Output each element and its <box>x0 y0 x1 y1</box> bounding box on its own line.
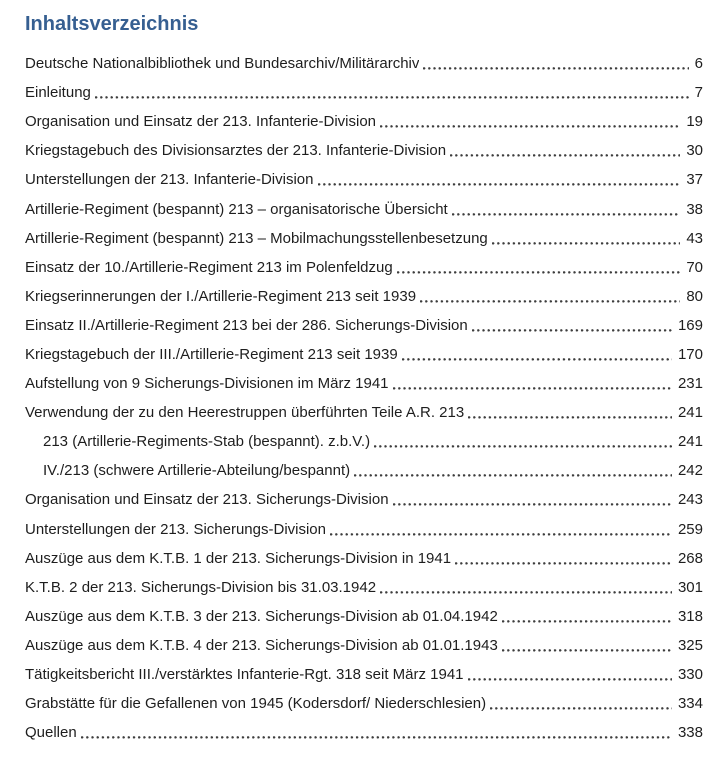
toc-entry-page: 242 <box>677 462 703 480</box>
dot-leader <box>380 125 680 128</box>
dot-leader <box>452 213 681 216</box>
toc-entry-page: 43 <box>686 229 703 247</box>
toc-entry-label: Auszüge aus dem K.T.B. 3 der 213. Sicherungs-Division ab 01.04.1942 <box>25 607 498 625</box>
toc-entry-page: 334 <box>677 695 703 713</box>
toc-entry-label: IV./213 (schwere Artillerie-Abteilung/bespannt) <box>43 462 351 480</box>
toc-entry[interactable] <box>25 398 703 427</box>
toc-entry-page: 19 <box>686 113 703 131</box>
toc-entry-page: 301 <box>677 578 703 596</box>
toc-entry-label: 213 (Artillerie-Regiments-Stab (bespannt). z.b.V.) <box>43 433 371 451</box>
toc-entry[interactable] <box>25 136 703 165</box>
toc-entry[interactable] <box>25 456 703 485</box>
toc-entry-label: Auszüge aus dem K.T.B. 4 der 213. Sicherungs-Division ab 01.01.1943 <box>25 636 498 654</box>
toc-entry[interactable] <box>25 78 703 107</box>
dot-leader <box>472 329 672 332</box>
toc-entry[interactable] <box>25 544 703 573</box>
toc-entry[interactable] <box>25 427 703 456</box>
toc-entry-page: 30 <box>686 142 703 160</box>
dot-leader <box>468 678 672 681</box>
toc-entry-label: Aufstellung von 9 Sicherungs-Divisionen im März 1941 <box>25 375 389 393</box>
toc-entry-label: Tätigkeitsbericht III./verstärktes Infanterie-Rgt. 318 seit März 1941 <box>25 666 464 684</box>
toc-entry-page: 170 <box>677 345 703 363</box>
toc-entry[interactable] <box>25 49 703 78</box>
dot-leader <box>397 271 681 274</box>
dot-leader <box>402 358 672 361</box>
toc-entry-page: 268 <box>677 549 703 567</box>
toc-entry-page: 338 <box>677 724 703 742</box>
toc-entry-label: Einleitung <box>25 84 91 102</box>
toc-entry-label: Unterstellungen der 213. Sicherungs-Division <box>25 520 326 538</box>
toc-entry[interactable] <box>25 224 703 253</box>
toc-entry-label: Kriegserinnerungen der I./Artillerie-Regiment 213 seit 1939 <box>25 287 417 305</box>
toc-entry[interactable] <box>25 573 703 602</box>
toc-entry-label: Grabstätte für die Gefallenen von 1945 (Kodersdorf/ Niederschlesien) <box>25 695 487 713</box>
toc-entry-label: Organisation und Einsatz der 213. Sicherungs-Division <box>25 491 389 509</box>
toc-entry-label: Artillerie-Regiment (bespannt) 213 – Mobilmachungsstellenbesetzung <box>25 229 488 247</box>
toc-entry-label: Verwendung der zu den Heerestruppen überführten Teile A.R. 213 <box>25 404 465 422</box>
toc-entry-label: Kriegstagebuch des Divisionsarztes der 213. Infanterie-Division <box>25 142 447 160</box>
toc-entry-page: 80 <box>686 287 703 305</box>
dot-leader <box>393 387 672 390</box>
toc-entry-page: 7 <box>694 84 703 102</box>
dot-leader <box>374 445 672 448</box>
toc-entry[interactable] <box>25 689 703 718</box>
dot-leader <box>354 474 672 477</box>
toc-entry[interactable] <box>25 340 703 369</box>
toc-entry-page: 231 <box>677 375 703 393</box>
toc-entry-page: 259 <box>677 520 703 538</box>
dot-leader <box>423 67 688 70</box>
toc-entry[interactable] <box>25 485 703 514</box>
dot-leader <box>81 736 672 739</box>
dot-leader <box>95 96 689 99</box>
toc-entry[interactable] <box>25 311 703 340</box>
toc-entry[interactable] <box>25 515 703 544</box>
toc-entry-label: Einsatz der 10./Artillerie-Regiment 213 im Polenfeldzug <box>25 258 393 276</box>
toc-entry[interactable] <box>25 660 703 689</box>
toc-entry-page: 325 <box>677 636 703 654</box>
toc-entry[interactable] <box>25 631 703 660</box>
dot-leader <box>380 591 672 594</box>
toc-entry-page: 70 <box>686 258 703 276</box>
dot-leader <box>468 416 672 419</box>
toc-entry[interactable] <box>25 165 703 194</box>
dot-leader <box>492 242 681 245</box>
dot-leader <box>318 183 681 186</box>
toc-entry-label: Deutsche Nationalbibliothek und Bundesarchiv/Militärarchiv <box>25 55 420 73</box>
toc-entry-page: 38 <box>686 200 703 218</box>
toc-entry-page: 241 <box>677 404 703 422</box>
toc-entry[interactable] <box>25 602 703 631</box>
toc-entry-page: 6 <box>694 55 703 73</box>
toc-entry-label: Unterstellungen der 213. Infanterie-Division <box>25 171 314 189</box>
toc-list <box>25 49 703 747</box>
toc-entry-page: 330 <box>677 666 703 684</box>
dot-leader <box>420 300 680 303</box>
toc-entry-label: Artillerie-Regiment (bespannt) 213 – organisatorische Übersicht <box>25 200 448 218</box>
toc-entry-label: K.T.B. 2 der 213. Sicherungs-Division bis 31.03.1942 <box>25 578 377 596</box>
toc-title: Inhaltsverzeichnis <box>25 13 199 35</box>
toc-entry[interactable] <box>25 282 703 311</box>
toc-entry[interactable] <box>25 369 703 398</box>
toc-entry-label: Quellen <box>25 724 77 742</box>
toc-entry-label: Organisation und Einsatz der 213. Infanterie-Division <box>25 113 377 131</box>
toc-entry-label: Auszüge aus dem K.T.B. 1 der 213. Sicherungs-Division in 1941 <box>25 549 452 567</box>
toc-entry-label: Kriegstagebuch der III./Artillerie-Regiment 213 seit 1939 <box>25 345 398 363</box>
dot-leader <box>502 649 672 652</box>
dot-leader <box>393 503 672 506</box>
toc-entry[interactable] <box>25 107 703 136</box>
toc-entry-page: 37 <box>686 171 703 189</box>
dot-leader <box>502 620 672 623</box>
toc-entry-label: Einsatz II./Artillerie-Regiment 213 bei der 286. Sicherungs-Division <box>25 316 468 334</box>
toc-entry[interactable] <box>25 194 703 223</box>
toc-entry-page: 169 <box>677 316 703 334</box>
dot-leader <box>330 533 672 536</box>
toc-entry-page: 243 <box>677 491 703 509</box>
dot-leader <box>455 562 672 565</box>
dot-leader <box>490 707 672 710</box>
toc-entry[interactable] <box>25 253 703 282</box>
toc-entry[interactable] <box>25 718 703 747</box>
toc-entry-page: 241 <box>677 433 703 451</box>
dot-leader <box>450 154 680 157</box>
toc-entry-page: 318 <box>677 607 703 625</box>
